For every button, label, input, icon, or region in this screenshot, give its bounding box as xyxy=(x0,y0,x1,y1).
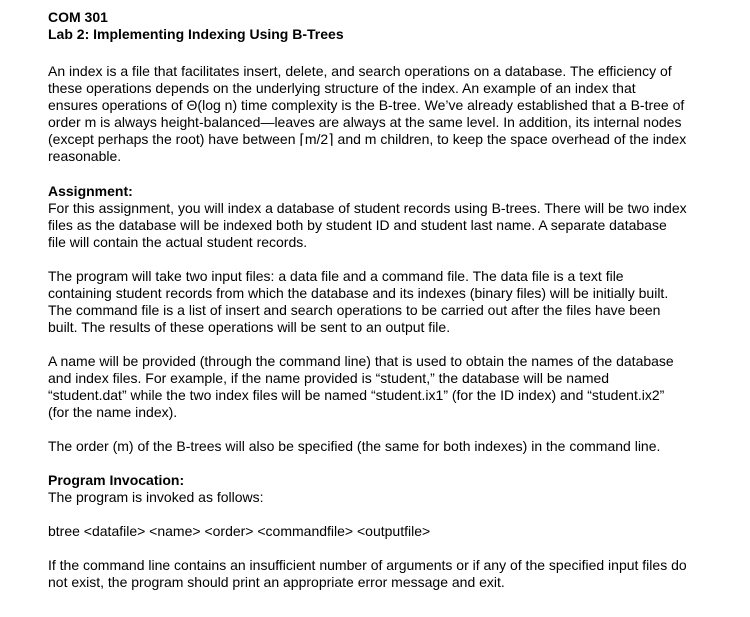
assignment-paragraph-2: The program will take two input files: a data file and a command file. The data file is a text file containing student records from which the database and its indexes (binary files) will be initially built. The command file is a list of insert and search operations to be carried out after the files have been built. The results of these operations will be sent to an output file. xyxy=(48,268,669,335)
assignment-paragraph-1: For this assignment, you will index a database of student records using B-trees. There will be two index files as the database will be indexed both by student ID and student last name. A separate database file will contain the actual student records. xyxy=(48,200,687,250)
lab-title: Lab 2: Implementing Indexing Using B-Trees xyxy=(48,26,344,42)
invocation-heading: Program Invocation: xyxy=(48,472,185,488)
spacer xyxy=(48,336,688,353)
assignment-paragraph-3: A name will be provided (through the command line) that is used to obtain the names of the database and index files. For example, if the name provided is “student,” the database will be named “student.dat” while the two index files will be named “student.ix1” (for the ID index) and “student.ix2” (for the name index). xyxy=(48,353,674,420)
spacer xyxy=(48,43,688,63)
spacer xyxy=(48,540,688,557)
spacer xyxy=(48,165,688,183)
command-syntax: btree <datafile> <name> <order> <commandfile> <outputfile> xyxy=(48,523,431,539)
spacer xyxy=(48,506,688,523)
spacer xyxy=(48,421,688,438)
invocation-paragraph-1: The program is invoked as follows: xyxy=(48,489,264,505)
invocation-paragraph-2: If the command line contains an insufficient number of arguments or if any of the specified input files do not exist, the program should print an appropriate error message and exit. xyxy=(48,557,687,590)
intro-paragraph: An index is a file that facilitates insert, delete, and search operations on a database. The efficiency of these operations depends on the underlying structure of the index. An example of an index that ensures operations of Θ(log n) time complexity is the B-tree. We’ve already established that a B-tree of order m is always height-balanced—leaves are always at the same level. In addition, its internal nodes (except perhaps the root) have between ⌈m/2⌉ and m children, to keep the space overhead of the index reasonable. xyxy=(48,63,687,164)
assignment-heading: Assignment: xyxy=(48,183,133,199)
assignment-paragraph-4: The order (m) of the B-trees will also be specified (the same for both indexes) in the command line. xyxy=(48,438,661,454)
spacer xyxy=(48,251,688,268)
document-page xyxy=(48,9,688,591)
spacer xyxy=(48,455,688,472)
course-code: COM 301 xyxy=(48,9,108,25)
